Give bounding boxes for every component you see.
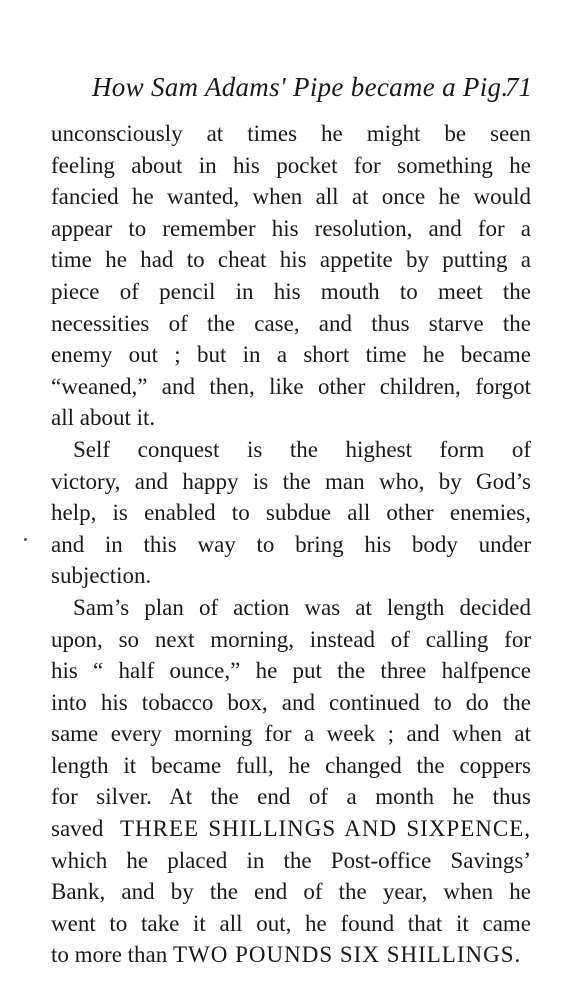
text-line: same every morning for a week ; and when at (51, 721, 531, 747)
running-header (92, 72, 532, 106)
text-line (51, 939, 531, 971)
text-line: “weaned,” and then, like other children, forgot (51, 373, 531, 399)
text-line: into his tobacco box, and continued to do the (51, 689, 531, 715)
paragraph-2 (51, 434, 531, 592)
text-line: necessities of the case, and thus starve the (51, 310, 531, 336)
text-line: all about it. (51, 405, 156, 431)
text-segment: saved (51, 816, 104, 842)
text-line: upon, so next morning, instead of calling for (51, 626, 531, 652)
text-line: went to take it all out, he found that it came (51, 910, 531, 936)
running-title: How Sam Adams' Pipe became a Pig. (92, 72, 509, 102)
text-line: length it became full, he changed the coppers (51, 752, 531, 778)
text-line: Bank, and by the end of the year, when he (51, 879, 531, 905)
page-number: 71 (505, 72, 532, 102)
paragraph-3 (51, 592, 531, 971)
text-line: and in this way to bring his body under (51, 531, 531, 557)
small-caps-amount: THREE SHILLINGS AND SIXPENCE, (119, 816, 531, 842)
text-line: enemy out ; but in a short time he became (51, 342, 531, 368)
text-line: subjection. (51, 563, 152, 589)
text-line: feeling about in his pocket for something he (51, 152, 531, 178)
text-line: piece of pencil in his mouth to meet the (51, 278, 531, 304)
margin-speck (24, 538, 27, 541)
text-line (51, 813, 531, 845)
body-text (51, 118, 531, 971)
text-line: his “ half ounce,” he put the three halfpence (51, 658, 531, 684)
text-line: unconsciously at times he might be seen (51, 121, 531, 146)
text-line: help, is enabled to subdue all other enemies, (51, 500, 531, 526)
text-line: victory, and happy is the man who, by God’s (51, 468, 531, 494)
text-line: fancied he wanted, when all at once he would (51, 184, 531, 210)
text-line: time he had to cheat his appetite by putting a (51, 247, 531, 273)
text-line: Sam’s plan of action was at length decided (73, 594, 531, 620)
text-line: Self conquest is the highest form of (73, 436, 531, 462)
text-line: which he placed in the Post-office Savings’ (51, 847, 531, 873)
paragraph-1 (51, 118, 531, 434)
text-line: for silver. At the end of a month he thus (51, 784, 531, 810)
text-line: appear to remember his resolution, and for a (51, 215, 531, 241)
text-segment: to more than (51, 942, 168, 968)
small-caps-amount: TWO POUNDS SIX SHILLINGS. (173, 942, 522, 968)
